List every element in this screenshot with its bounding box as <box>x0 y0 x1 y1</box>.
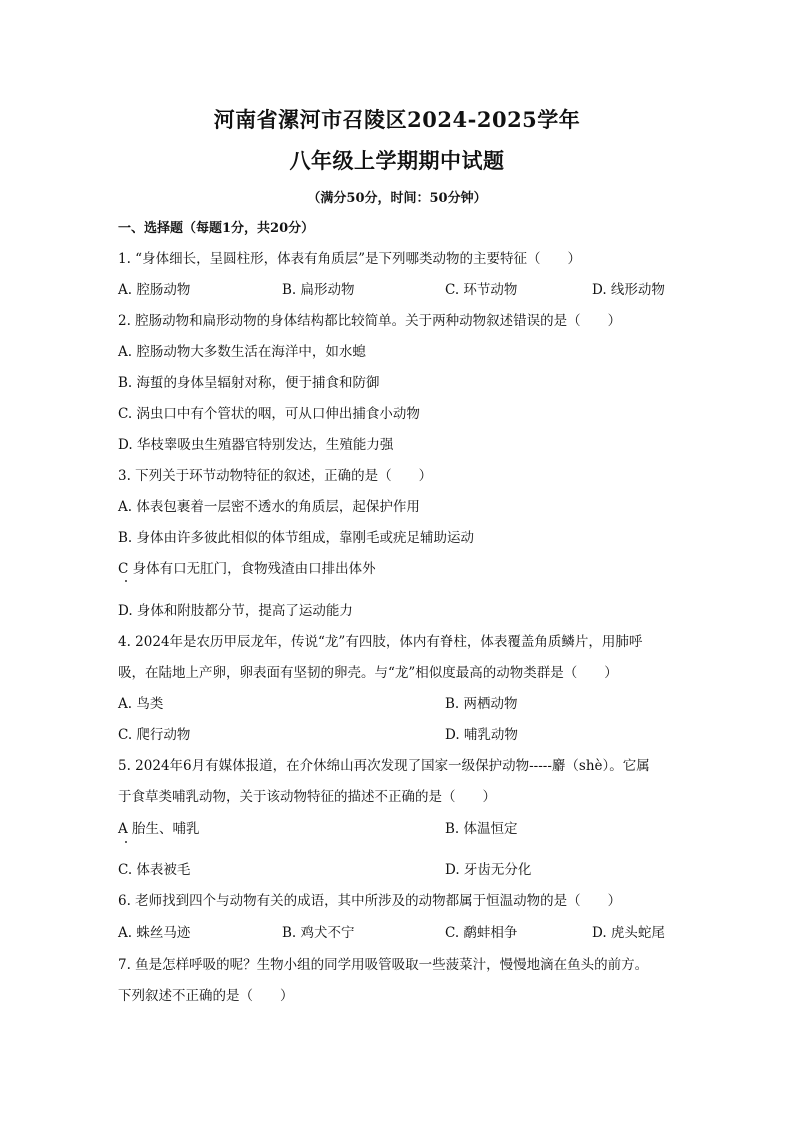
question-4-option-a: A. 鸟类 <box>118 696 164 712</box>
section-heading: 一、选择题（每题1分，共20分） <box>118 221 315 236</box>
question-4-option-b: B. 两栖动物 <box>445 696 518 712</box>
question-5-stem-line1: 5. 2024年6月有媒体报道，在介休绵山再次发现了国家一级保护动物-----麝（shè）。它属 <box>118 758 650 774</box>
question-6-option-a: A. 蛛丝马迹 <box>118 925 191 941</box>
question-7-stem-line1: 7. 鱼是怎样呼吸的呢？生物小组的同学用吸管吸取一些菠菜汁，慢慢地滴在鱼头的前方。 <box>118 957 649 973</box>
question-4-option-c: C. 爬行动物 <box>118 727 191 743</box>
question-6-stem: 6. 老师找到四个与动物有关的成语，其中所涉及的动物都属于恒温动物的是（ ） <box>118 893 622 909</box>
question-4-stem-line1: 4. 2024年是农历甲辰龙年，传说“龙”有四肢，体内有脊柱，体表覆盖角质鳞片，用肺呼 <box>118 634 643 650</box>
question-3-stem: 3. 下列关于环节动物特征的叙述，正确的是（ ） <box>118 468 433 484</box>
question-1-option-b: B. 扁形动物 <box>282 282 355 298</box>
question-3-option-c: C 身体有口无肛门，食物残渣由口排出体外 <box>118 561 376 577</box>
question-5-option-a: A 胎生、哺乳 <box>118 821 200 837</box>
question-2-option-d: D. 华枝睾吸虫生殖器官特别发达，生殖能力强 <box>118 437 394 453</box>
question-2-option-b: B. 海蜇的身体呈辐射对称，便于捕食和防御 <box>118 375 380 391</box>
question-6-option-c: C. 鹬蚌相争 <box>445 925 518 941</box>
question-5-stem-line2: 于食草类哺乳动物，关于该动物特征的描述不正确的是（ ） <box>118 789 496 805</box>
question-1-option-c: C. 环节动物 <box>445 282 518 298</box>
question-4-stem-line2: 吸，在陆地上产卵，卵表面有坚韧的卵壳。与“龙”相似度最高的动物类群是（ ） <box>118 665 618 681</box>
question-1-option-a: A. 腔肠动物 <box>118 282 191 298</box>
question-7-stem-line2: 下列叙述不正确的是（ ） <box>118 988 294 1004</box>
question-6-option-b: B. 鸡犬不宁 <box>282 925 355 941</box>
question-5-option-b: B. 体温恒定 <box>445 821 518 837</box>
question-1-stem: 1. “身体细长，呈圆柱形，体表有角质层”是下列哪类动物的主要特征（ ） <box>118 251 581 267</box>
question-4-option-d: D. 哺乳动物 <box>445 727 518 743</box>
question-3-option-d: D. 身体和附肢都分节，提高了运动能力 <box>118 603 353 619</box>
question-3-option-b: B. 身体由许多彼此相似的体节组成，靠刚毛或疣足辅助运动 <box>118 530 475 546</box>
question-5-option-d: D. 牙齿无分化 <box>445 862 532 878</box>
question-1-option-d: D. 线形动物 <box>592 282 665 298</box>
question-2-stem: 2. 腔肠动物和扁形动物的身体结构都比较简单。关于两种动物叙述错误的是（ ） <box>118 313 622 329</box>
question-3-option-a: A. 体表包裹着一层密不透水的角质层，起保护作用 <box>118 499 420 515</box>
question-2-option-a: A. 腔肠动物大多数生活在海洋中，如水螅 <box>118 344 366 360</box>
stray-dot-mark <box>125 580 127 582</box>
question-5-option-c: C. 体表被毛 <box>118 862 191 878</box>
question-6-option-d: D. 虎头蛇尾 <box>592 925 665 941</box>
question-2-option-c: C. 涡虫口中有个管状的咽，可从口伸出捕食小动物 <box>118 406 420 422</box>
exam-note: （满分50分，时间：50分钟） <box>307 191 487 206</box>
exam-title-line2: 八年级上学期期中试题 <box>289 148 505 173</box>
stray-dot-mark <box>125 841 127 843</box>
exam-title-line1: 河南省漯河市召陵区2024-2025学年 <box>213 107 581 132</box>
